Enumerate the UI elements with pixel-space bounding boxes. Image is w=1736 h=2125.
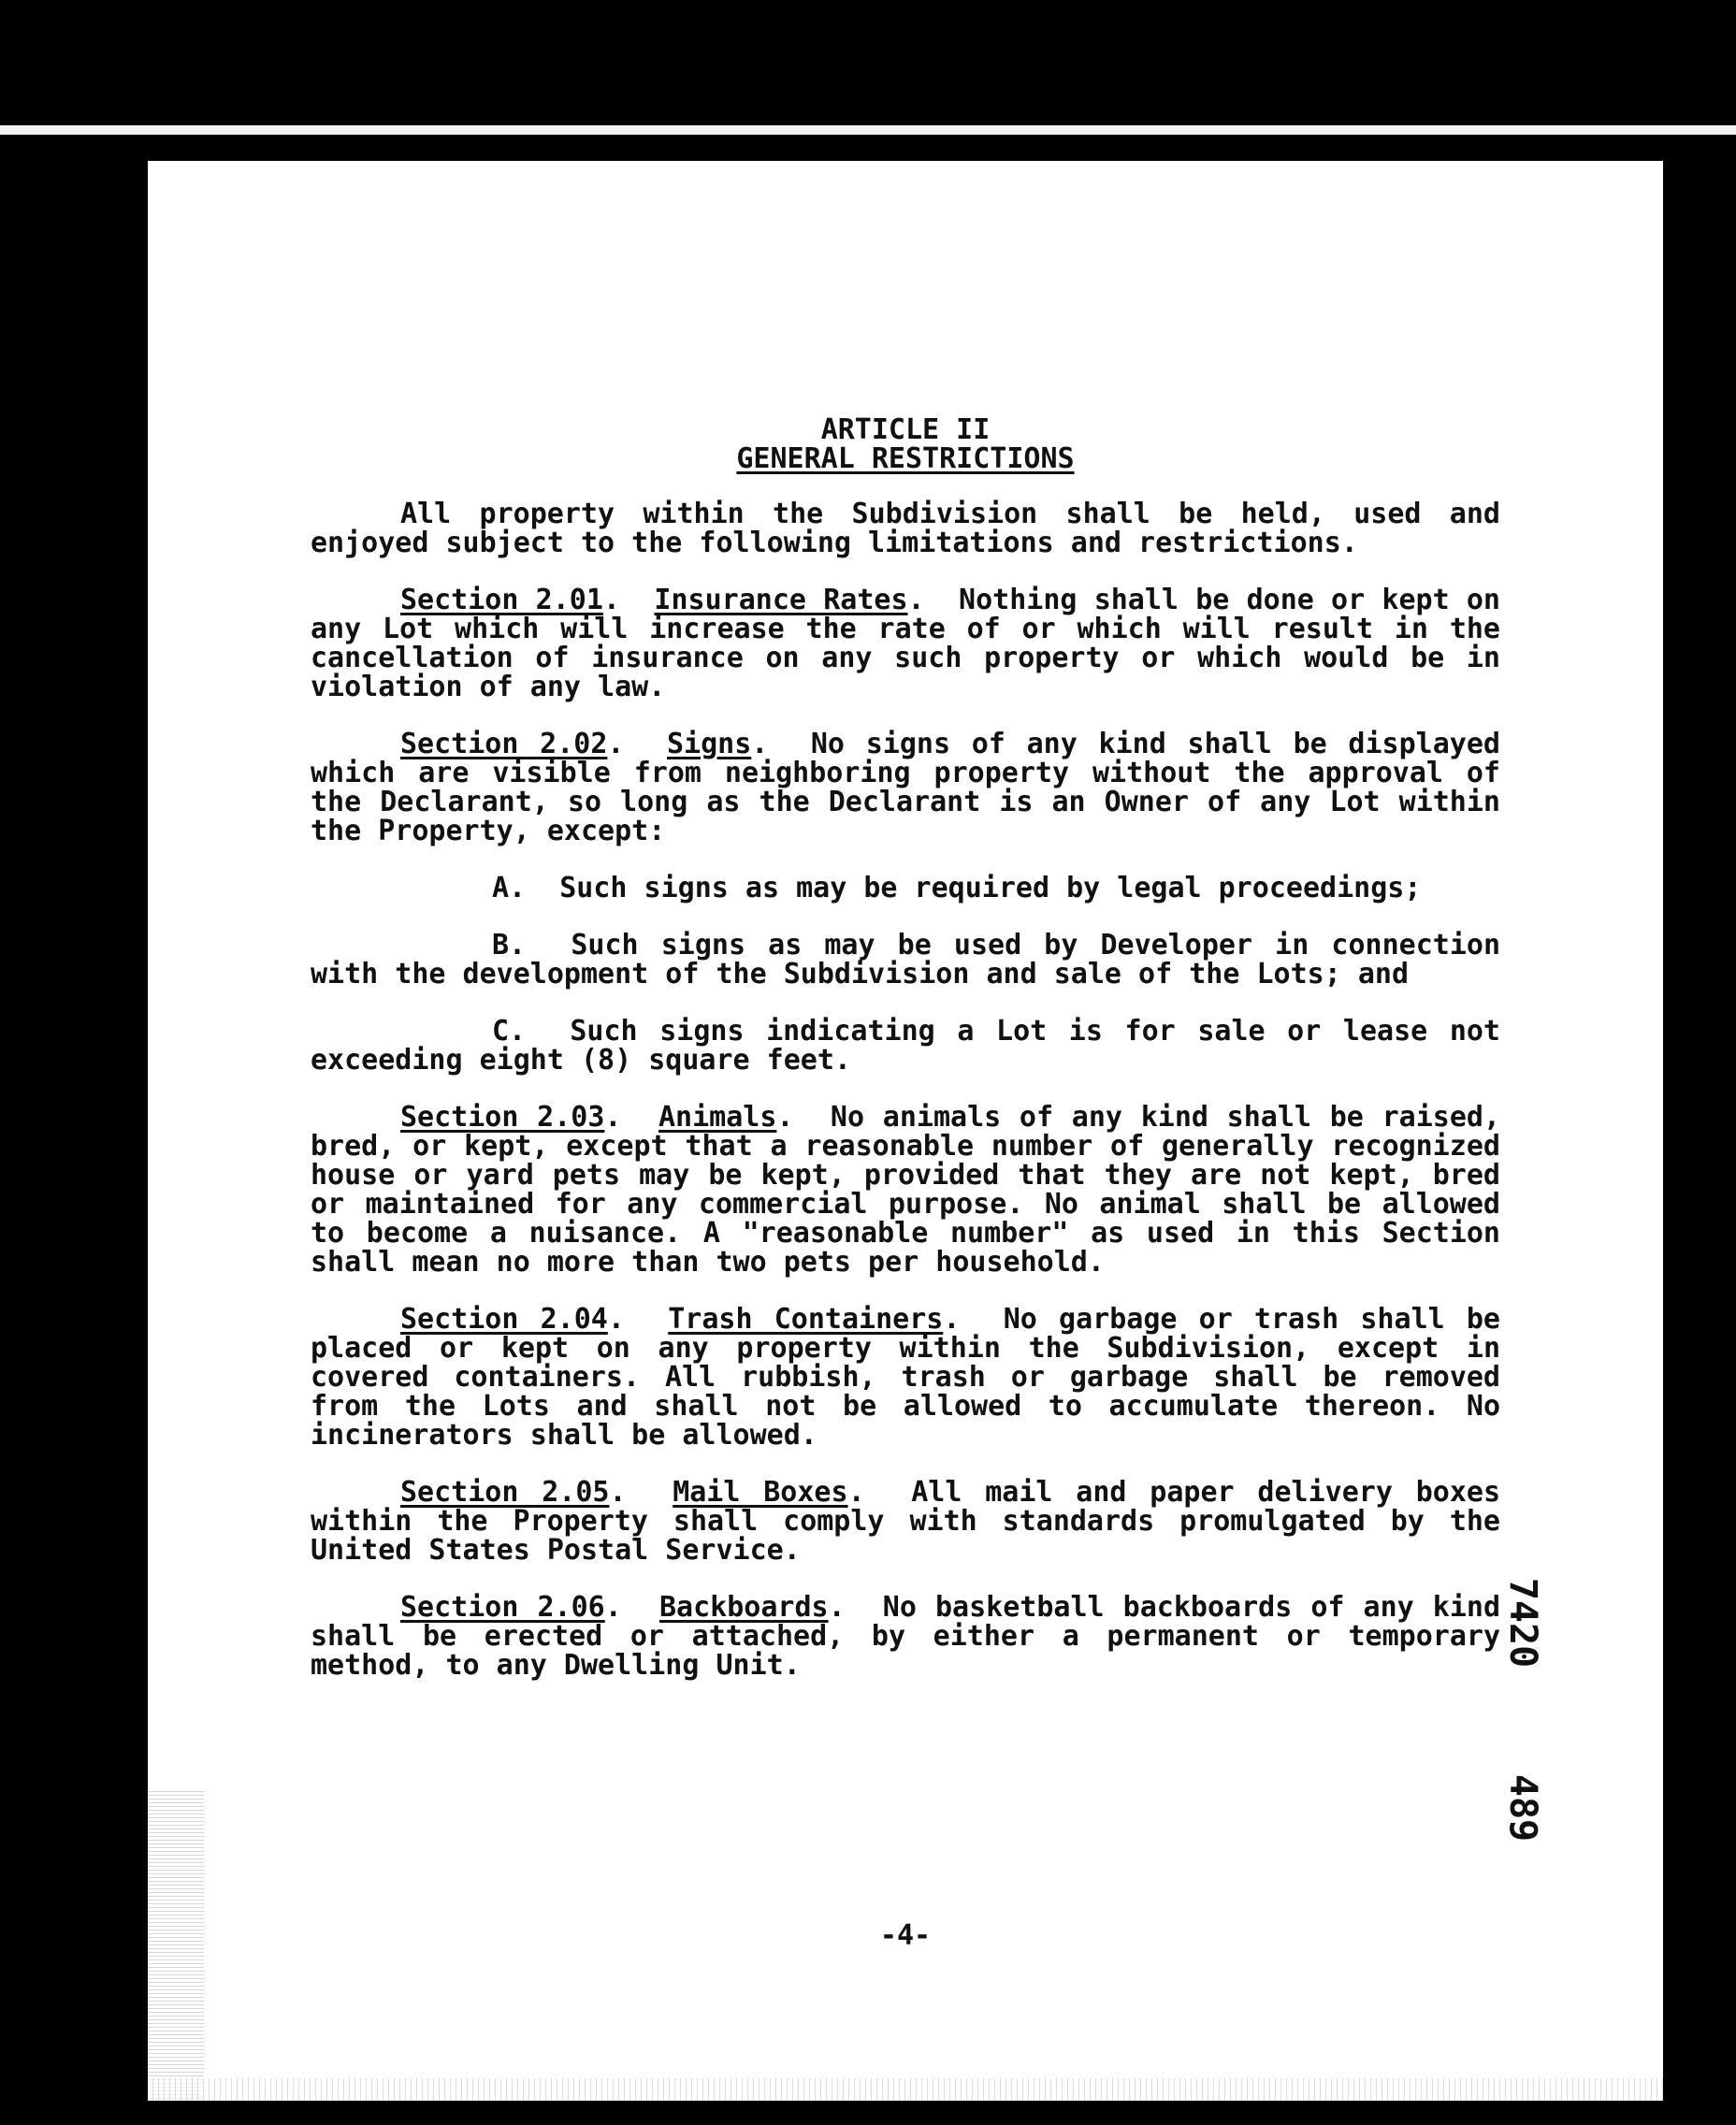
section-2-03: Section 2.03. Animals. No animals of any kind shall be raised, bred, or kept, except that a reasonable number of generally recognized house or yard pets may be kept, provided that they are not kept, bred or maintained for any commercial purpose. No animal shall be allowed to become a nuisance. A "reasonable number" as used in this Section shall mean no more than two pets per household. [311, 1101, 1501, 1279]
document-body [311, 415, 1500, 1708]
section-number: Section 2.02 [400, 728, 608, 760]
section-text: No garbage or trash shall be placed or kept on any property within the Subdivision, except in covered containers. All rubbish, trash or garbage shall be removed from the Lots and shall not be allowed to accumulate thereon. No incinerators shall be allowed. [311, 1303, 1500, 1452]
scan-edge-line [0, 125, 1736, 135]
section-title: Insurance Rates [654, 584, 908, 616]
page-number: -4- [879, 1919, 932, 1952]
section-2-01: Section 2.01. Insurance Rates. Nothing shall be done or kept on any Lot which will increase the rate of or which will result in the cancellation of insurance on any such property or which would be in violation of any law. [311, 584, 1500, 703]
scan-top-border [0, 0, 1736, 122]
exception-text: Such signs as may be used by Developer in connection with the development of the Subdivision and sale of the Lots; and [311, 929, 1501, 990]
sign-exception-b [311, 931, 1500, 989]
section-number: Section 2.01 [400, 584, 603, 616]
stamp-volume: 7420 [1501, 1577, 1544, 1669]
section-text: No signs of any kind shall be displayed which are visible from neighboring property without the approval of the Declarant, so long as the Declarant is an Owner of any Lot within the Property, except: [311, 728, 1500, 847]
section-text: Nothing shall be done or kept on any Lot which will increase the rate of or which will result in the cancellation of insurance on any such property or which would be in violation of any law. [311, 584, 1500, 703]
section-number: Section 2.03 [400, 1101, 605, 1134]
article-heading [311, 415, 1500, 473]
exception-label: A. [492, 872, 527, 904]
exception-label: C. [492, 1015, 527, 1048]
article-title: GENERAL RESTRICTIONS [736, 442, 1075, 475]
section-title: Mail Boxes [673, 1476, 848, 1509]
sign-exception-a [311, 874, 1500, 903]
section-text: No basketball backboards of any kind shall be erected or attached, by either a permanent or temporary method, to any Dwelling Unit. [311, 1591, 1501, 1682]
scan-noise-bottom [148, 2078, 1663, 2101]
section-2-04: Section 2.04. Trash Containers. No garbage or trash shall be placed or kept on any property within the Subdivision, except in covered containers. All rubbish, trash or garbage shall be removed from the Lots and shall not be allowed to accumulate thereon. No incinerators shall be allowed. [311, 1303, 1500, 1452]
section-title: Signs [666, 728, 752, 760]
section-title: Animals [658, 1101, 777, 1134]
exception-label: B. [492, 929, 527, 961]
exception-text: Such signs as may be required by legal proceedings; [559, 872, 1422, 904]
section-2-05: Section 2.05. Mail Boxes. All mail and paper delivery boxes within the Property shall comply with standards promulgated by the United States Postal Service. [311, 1476, 1501, 1567]
section-title: Backboards [658, 1591, 829, 1624]
section-number: Section 2.05 [400, 1476, 610, 1509]
article-number: ARTICLE II [820, 413, 991, 446]
stamp-page: 489 [1501, 1773, 1544, 1843]
exception-text: Such signs indicating a Lot is for sale or lease not exceeding eight (8) square feet. [311, 1015, 1500, 1077]
section-number: Section 2.04 [400, 1303, 608, 1336]
section-number: Section 2.06 [400, 1591, 605, 1624]
document-page [148, 161, 1663, 2101]
section-title: Trash Containers [668, 1303, 944, 1336]
section-text: All mail and paper delivery boxes within the Property shall comply with standards promulgated by the United States Postal Service. [311, 1476, 1501, 1567]
intro-paragraph: All property within the Subdivision shall be held, used and enjoyed subject to the following limitations and restrictions. [311, 498, 1500, 559]
section-text: No animals of any kind shall be raised, bred, or kept, except that a reasonable number of generally recognized house or yard pets may be kept, provided that they are not kept, bred or maintained for any commercial purpose. No animal shall be allowed to become a nuisance. A "reasonable number" as used in this Section shall mean no more than two pets per household. [311, 1101, 1501, 1279]
section-2-06: Section 2.06. Backboards. No basketball backboards of any kind shall be erected or attached, by either a permanent or temporary method, to any Dwelling Unit. [311, 1591, 1501, 1682]
section-2-02: Section 2.02. Signs. No signs of any kind shall be displayed which are visible from neighboring property without the approval of the Declarant, so long as the Declarant is an Owner of any Lot within the Property, except: [311, 728, 1500, 847]
sign-exception-c [311, 1017, 1500, 1075]
